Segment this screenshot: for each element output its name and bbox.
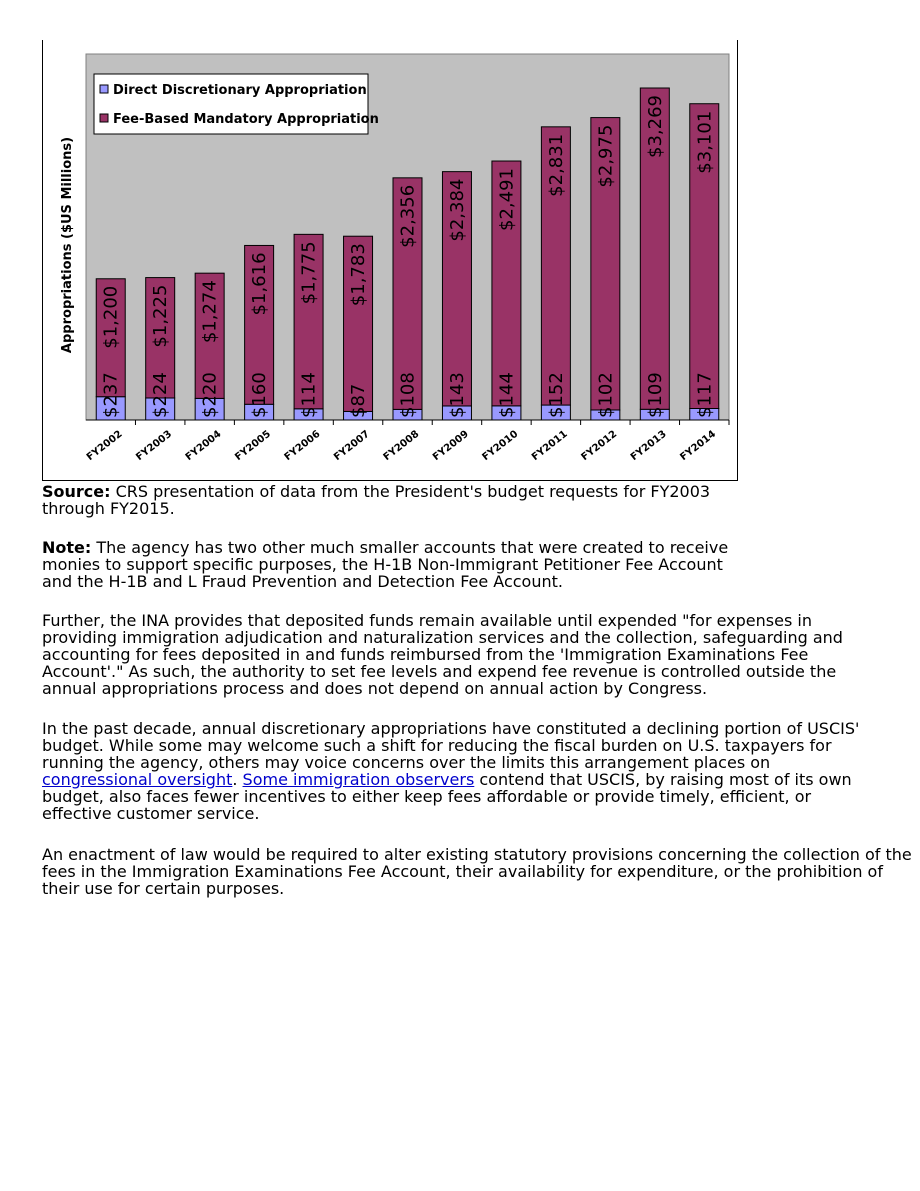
legend-label: Fee-Based Mandatory Appropriation — [113, 112, 379, 127]
source-label: Source: — [42, 482, 111, 501]
data-label-fee-based: $2,831 — [545, 133, 567, 197]
note-text: The agency has two other much smaller accounts that were created to receive monies to support specific purposes, the H-1B Non-Immigrant Petitioner Fee Account and the H-1B and L Fraud Prevention and Detection Fee Account. — [42, 538, 729, 591]
data-label-direct: $108 — [397, 372, 419, 418]
x-tick-label: FY2013 — [628, 428, 669, 464]
x-tick-label: FY2007 — [332, 428, 372, 464]
data-label-direct: $143 — [446, 372, 468, 418]
x-tick-label: FY2006 — [282, 428, 323, 464]
data-label-fee-based: $1,783 — [348, 243, 370, 307]
data-label-direct: $237 — [100, 372, 122, 418]
x-tick-label: FY2004 — [183, 428, 224, 464]
x-tick-label: FY2003 — [134, 428, 175, 464]
data-label-fee-based: $1,616 — [249, 252, 271, 316]
source-paragraph — [42, 483, 732, 517]
legend-swatch — [100, 114, 108, 122]
data-label-direct: $144 — [496, 372, 518, 418]
data-label-fee-based: $1,200 — [100, 285, 122, 349]
data-label-fee-based: $1,225 — [150, 284, 172, 348]
data-label-direct: $152 — [545, 372, 567, 418]
decade-paragraph — [42, 720, 872, 822]
data-label-direct: $109 — [644, 372, 666, 418]
x-tick-label: FY2012 — [579, 428, 620, 464]
data-label-fee-based: $1,775 — [298, 241, 320, 305]
source-text: CRS presentation of data from the President's budget requests for FY2003 through FY2015. — [42, 482, 711, 518]
decade-text-1: In the past decade, annual discretionary appropriations have constituted a declining portion of USCIS' budget. While some may welcome such a shift for reducing the fiscal burden on U.S. taxpayers for running the agency, others may voice concerns over the limits this arrangement places on — [42, 719, 860, 772]
x-tick-label: FY2014 — [678, 428, 719, 464]
ina-paragraph: Further, the INA provides that deposited funds remain available until expended "for expenses in providing immigration adjudication and naturalization services and the collection, safeguarding and accounting for fees deposited in and funds reimbursed from the 'Immigration Examinations Fee Account'." As such, the authority to set fee levels and expend fee revenue is controlled outside the annual appropriations process and does not depend on annual action by Congress. — [42, 611, 843, 698]
x-tick-label: FY2008 — [381, 428, 422, 464]
data-label-fee-based: $2,356 — [397, 184, 419, 248]
decade-text-3: contend that USCIS, by raising most of its own budget, also faces fewer incentives to either keep fees affordable or provide timely, efficient, or effective customer service. — [42, 770, 852, 823]
x-tick-label: FY2005 — [233, 428, 273, 464]
data-label-fee-based: $3,269 — [644, 95, 666, 158]
decade-text-2: . — [232, 770, 243, 789]
data-label-fee-based: $1,274 — [199, 280, 221, 344]
data-label-direct: $102 — [595, 372, 617, 418]
y-axis-label: Appropriations ($US Millions) — [60, 136, 75, 354]
law-paragraph: An enactment of law would be required to alter existing statutory provisions concerning the collection of the fees in the Immigration Examinations Fee Account, their availability for expenditure, or the prohibition of their use for certain purposes. — [42, 845, 912, 898]
note-label: Note: — [42, 538, 92, 557]
legend-label: Direct Discretionary Appropriation — [113, 83, 367, 98]
data-label-fee-based: $3,101 — [694, 110, 716, 174]
note-paragraph — [42, 539, 742, 590]
x-tick-label: FY2009 — [431, 428, 471, 464]
x-tick-label: FY2010 — [480, 428, 521, 464]
data-label-direct: $160 — [249, 372, 271, 418]
data-label-fee-based: $2,975 — [595, 124, 617, 188]
x-tick-label: FY2002 — [84, 428, 125, 464]
data-label-fee-based: $2,491 — [496, 168, 518, 232]
legend-swatch — [100, 85, 108, 93]
data-label-direct: $117 — [694, 372, 716, 418]
chart-svg — [43, 40, 739, 481]
data-label-fee-based: $2,384 — [446, 178, 468, 242]
immigration-observers-link[interactable]: Some immigration observers — [242, 770, 475, 789]
x-tick-label: FY2011 — [529, 428, 570, 464]
appropriations-chart — [42, 40, 738, 481]
congressional-oversight-link[interactable]: congressional oversight — [42, 770, 233, 789]
data-label-direct: $87 — [348, 383, 370, 418]
data-label-direct: $224 — [150, 372, 172, 418]
data-label-direct: $114 — [298, 372, 320, 418]
data-label-direct: $220 — [199, 372, 221, 418]
